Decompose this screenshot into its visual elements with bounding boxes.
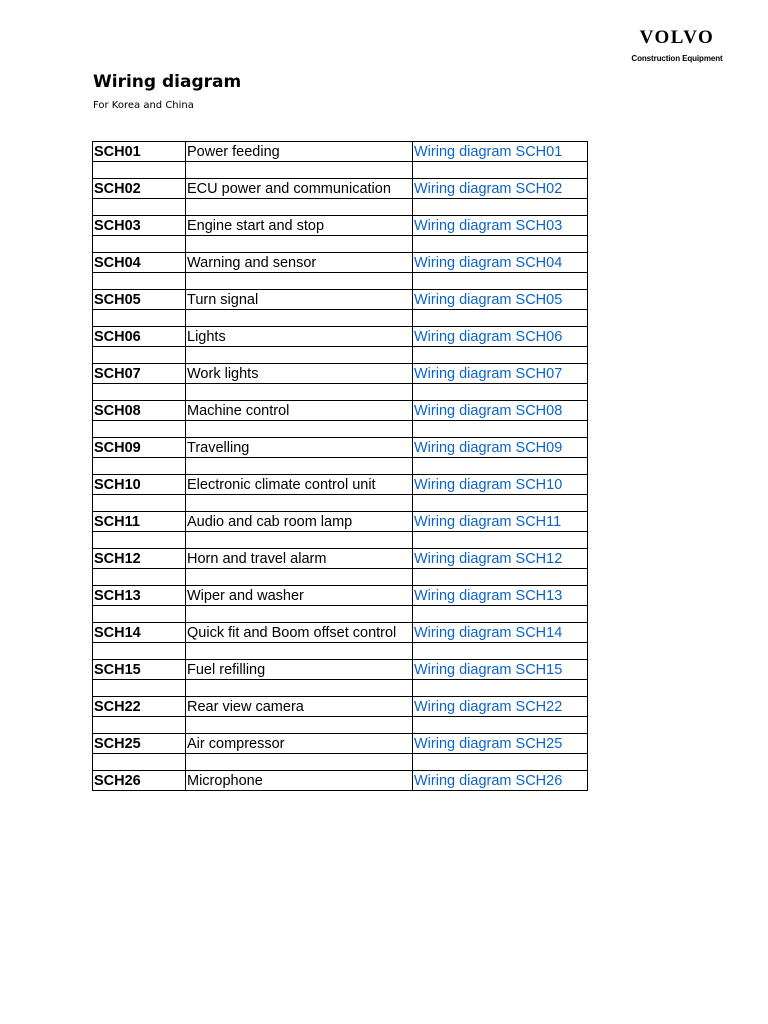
empty-cell bbox=[93, 643, 186, 660]
schematic-description: Travelling bbox=[186, 438, 413, 458]
table-row bbox=[93, 623, 588, 643]
empty-cell bbox=[93, 717, 186, 734]
schematic-code: SCH11 bbox=[93, 512, 186, 532]
table-spacer-row bbox=[93, 421, 588, 438]
schematic-code: SCH09 bbox=[93, 438, 186, 458]
empty-cell bbox=[186, 310, 413, 327]
empty-cell bbox=[413, 569, 588, 586]
empty-cell bbox=[93, 310, 186, 327]
wiring-diagram-link[interactable]: Wiring diagram SCH10 bbox=[413, 475, 588, 495]
wiring-diagram-link[interactable]: Wiring diagram SCH25 bbox=[413, 734, 588, 754]
empty-cell bbox=[413, 162, 588, 179]
empty-cell bbox=[186, 162, 413, 179]
schematic-code: SCH02 bbox=[93, 179, 186, 199]
empty-cell bbox=[93, 606, 186, 623]
empty-cell bbox=[413, 347, 588, 364]
empty-cell bbox=[413, 606, 588, 623]
wiring-diagram-link[interactable]: Wiring diagram SCH08 bbox=[413, 401, 588, 421]
wiring-diagram-link[interactable]: Wiring diagram SCH01 bbox=[413, 142, 588, 162]
empty-cell bbox=[186, 754, 413, 771]
table-row bbox=[93, 142, 588, 162]
empty-cell bbox=[413, 384, 588, 401]
schematic-description: Wiper and washer bbox=[186, 586, 413, 606]
table-row bbox=[93, 327, 588, 347]
schematic-code: SCH05 bbox=[93, 290, 186, 310]
wiring-diagram-link[interactable]: Wiring diagram SCH04 bbox=[413, 253, 588, 273]
schematic-description: Work lights bbox=[186, 364, 413, 384]
table-row bbox=[93, 697, 588, 717]
logo-brand: VOLVO bbox=[639, 27, 715, 48]
empty-cell bbox=[186, 717, 413, 734]
table-spacer-row bbox=[93, 199, 588, 216]
empty-cell bbox=[186, 236, 413, 253]
empty-cell bbox=[413, 532, 588, 549]
table-spacer-row bbox=[93, 606, 588, 623]
schematic-description: Rear view camera bbox=[186, 697, 413, 717]
schematic-description: Turn signal bbox=[186, 290, 413, 310]
schematic-description: Microphone bbox=[186, 771, 413, 791]
wiring-diagram-link[interactable]: Wiring diagram SCH15 bbox=[413, 660, 588, 680]
empty-cell bbox=[413, 236, 588, 253]
schematic-description: Electronic climate control unit bbox=[186, 475, 413, 495]
schematic-description: Power feeding bbox=[186, 142, 413, 162]
table-row bbox=[93, 734, 588, 754]
empty-cell bbox=[93, 495, 186, 512]
schematic-description: ECU power and communication bbox=[186, 179, 413, 199]
schematic-code: SCH04 bbox=[93, 253, 186, 273]
schematic-description: Air compressor bbox=[186, 734, 413, 754]
table-row bbox=[93, 512, 588, 532]
schematic-description: Fuel refilling bbox=[186, 660, 413, 680]
wiring-diagram-link[interactable]: Wiring diagram SCH02 bbox=[413, 179, 588, 199]
schematic-description: Warning and sensor bbox=[186, 253, 413, 273]
empty-cell bbox=[93, 532, 186, 549]
schematic-code: SCH08 bbox=[93, 401, 186, 421]
empty-cell bbox=[413, 458, 588, 475]
schematic-code: SCH10 bbox=[93, 475, 186, 495]
wiring-diagram-link[interactable]: Wiring diagram SCH13 bbox=[413, 586, 588, 606]
wiring-diagram-link[interactable]: Wiring diagram SCH09 bbox=[413, 438, 588, 458]
empty-cell bbox=[413, 717, 588, 734]
empty-cell bbox=[413, 199, 588, 216]
empty-cell bbox=[93, 273, 186, 290]
table-spacer-row bbox=[93, 569, 588, 586]
schematic-code: SCH14 bbox=[93, 623, 186, 643]
empty-cell bbox=[186, 495, 413, 512]
schematic-code: SCH26 bbox=[93, 771, 186, 791]
table-row bbox=[93, 364, 588, 384]
wiring-diagram-table bbox=[92, 141, 588, 791]
schematic-code: SCH01 bbox=[93, 142, 186, 162]
empty-cell bbox=[93, 754, 186, 771]
table-row bbox=[93, 179, 588, 199]
table-spacer-row bbox=[93, 347, 588, 364]
schematic-description: Quick fit and Boom offset control bbox=[186, 623, 413, 643]
empty-cell bbox=[93, 569, 186, 586]
table-row bbox=[93, 771, 588, 791]
empty-cell bbox=[93, 421, 186, 438]
wiring-diagram-link[interactable]: Wiring diagram SCH22 bbox=[413, 697, 588, 717]
table-row bbox=[93, 475, 588, 495]
table-spacer-row bbox=[93, 273, 588, 290]
schematic-description: Lights bbox=[186, 327, 413, 347]
table-row bbox=[93, 401, 588, 421]
empty-cell bbox=[413, 495, 588, 512]
schematic-code: SCH25 bbox=[93, 734, 186, 754]
wiring-diagram-link[interactable]: Wiring diagram SCH05 bbox=[413, 290, 588, 310]
table-row bbox=[93, 586, 588, 606]
empty-cell bbox=[413, 310, 588, 327]
table-spacer-row bbox=[93, 754, 588, 771]
page-title: Wiring diagram bbox=[93, 72, 242, 92]
empty-cell bbox=[93, 236, 186, 253]
empty-cell bbox=[93, 162, 186, 179]
wiring-diagram-link[interactable]: Wiring diagram SCH11 bbox=[413, 512, 588, 532]
wiring-diagram-link[interactable]: Wiring diagram SCH12 bbox=[413, 549, 588, 569]
empty-cell bbox=[93, 384, 186, 401]
empty-cell bbox=[93, 199, 186, 216]
table-row bbox=[93, 660, 588, 680]
schematic-code: SCH12 bbox=[93, 549, 186, 569]
empty-cell bbox=[93, 347, 186, 364]
table-spacer-row bbox=[93, 236, 588, 253]
schematic-description: Horn and travel alarm bbox=[186, 549, 413, 569]
empty-cell bbox=[186, 643, 413, 660]
empty-cell bbox=[413, 643, 588, 660]
empty-cell bbox=[93, 680, 186, 697]
schematic-description: Audio and cab room lamp bbox=[186, 512, 413, 532]
table-row bbox=[93, 549, 588, 569]
empty-cell bbox=[186, 199, 413, 216]
schematic-code: SCH06 bbox=[93, 327, 186, 347]
table-spacer-row bbox=[93, 162, 588, 179]
schematic-description: Engine start and stop bbox=[186, 216, 413, 236]
empty-cell bbox=[186, 458, 413, 475]
table-spacer-row bbox=[93, 310, 588, 327]
empty-cell bbox=[413, 273, 588, 290]
volvo-logo bbox=[600, 28, 754, 64]
wiring-diagram-link[interactable]: Wiring diagram SCH26 bbox=[413, 771, 588, 791]
empty-cell bbox=[186, 384, 413, 401]
table-row bbox=[93, 253, 588, 273]
empty-cell bbox=[93, 458, 186, 475]
schematic-code: SCH22 bbox=[93, 697, 186, 717]
empty-cell bbox=[186, 273, 413, 290]
wiring-diagram-link[interactable]: Wiring diagram SCH14 bbox=[413, 623, 588, 643]
schematic-code: SCH07 bbox=[93, 364, 186, 384]
table-spacer-row bbox=[93, 643, 588, 660]
table-row bbox=[93, 216, 588, 236]
table-spacer-row bbox=[93, 495, 588, 512]
empty-cell bbox=[413, 421, 588, 438]
schematic-code: SCH13 bbox=[93, 586, 186, 606]
table-row bbox=[93, 290, 588, 310]
table-spacer-row bbox=[93, 680, 588, 697]
table-spacer-row bbox=[93, 384, 588, 401]
page-subtitle: For Korea and China bbox=[93, 100, 194, 111]
schematic-description: Machine control bbox=[186, 401, 413, 421]
empty-cell bbox=[186, 680, 413, 697]
empty-cell bbox=[186, 569, 413, 586]
empty-cell bbox=[186, 421, 413, 438]
wiring-diagram-link[interactable]: Wiring diagram SCH06 bbox=[413, 327, 588, 347]
empty-cell bbox=[186, 532, 413, 549]
wiring-diagram-link[interactable]: Wiring diagram SCH03 bbox=[413, 216, 588, 236]
schematic-code: SCH03 bbox=[93, 216, 186, 236]
empty-cell bbox=[186, 606, 413, 623]
schematic-code: SCH15 bbox=[93, 660, 186, 680]
empty-cell bbox=[413, 680, 588, 697]
table-spacer-row bbox=[93, 458, 588, 475]
table-spacer-row bbox=[93, 532, 588, 549]
empty-cell bbox=[186, 347, 413, 364]
empty-cell bbox=[413, 754, 588, 771]
wiring-diagram-link[interactable]: Wiring diagram SCH07 bbox=[413, 364, 588, 384]
logo-division: Construction Equipment bbox=[631, 54, 723, 63]
table-spacer-row bbox=[93, 717, 588, 734]
table-row bbox=[93, 438, 588, 458]
wiring-diagram-table-body bbox=[93, 142, 588, 791]
